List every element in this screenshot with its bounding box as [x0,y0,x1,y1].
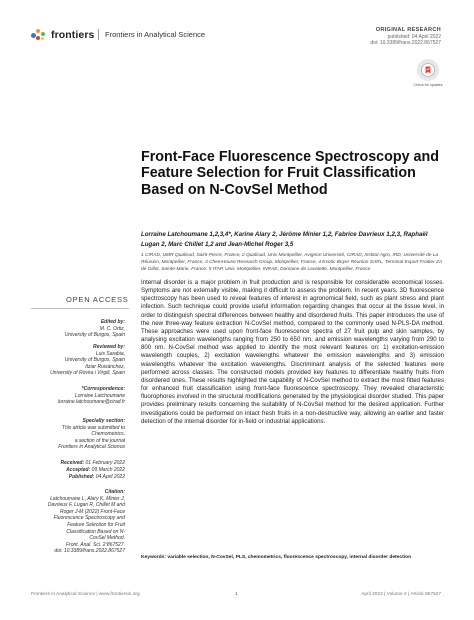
article-type: ORIGINAL RESEARCH [375,27,441,33]
reviewer-line: Itziar Ruisánchez, [85,363,125,370]
citation-line: Front. Anal. Sci. 2:867527. [65,541,125,548]
specialty-line: Frontiers in Analytical Science [58,444,125,451]
bookmark-check-icon [421,63,435,77]
correspondence-block [58,386,125,406]
footer-journal-link[interactable]: Frontiers in Analytical Science | www.frontiersin.org [31,592,140,597]
journal-name[interactable]: Frontiers in Analytical Science [105,30,206,39]
open-access-label: OPEN ACCESS [66,295,129,304]
reviewer-line: University of Rovira i Virgili, Spain [50,370,125,377]
sidebar-divider [31,308,129,309]
header-divider [98,29,99,40]
published-date: published: 04 April 2022 [387,33,441,40]
abstract-text: Internal disorder is a major problem in fruit production and is responsible for considerable economical losses. Symptoms are not externally visible, making it difficult to assess the problem. In recent years, 3D fluorescence spectroscopy has been used to reveal features of interest in agronomical field, such as plant stress and plant infection. Such technique could provide useful information regarding changes that occur at the tissue level, in order to distinguish spectral differences between healthy and disordered fruits. This paper introduces the use of the new three-way feature extraction N-CovSel method, compared to the commonly used N-PLS-DA method. These approaches were used upon front-face fluorescence spectra of 27 fruit pulp and skin samples, by analysing excitation wavelengths ranging from 250 to 650 nm, and emission wavelengths varying from 290 to 800 nm. N-CovSel method was applied to identify the most relevant features on: 1) excitation-emission wavelength couples, 2) excitation wavelengths whatever the emission wavelengths and 3) emission wavelengths whatever the excitation wavelengths. Discriminant analysis of the selected features were performed across classes. The constructed models provided key features to differentiate healthy fruits from disordered ones. These results highlighted the capability of N-CovSel method to extract the most fitted features for enhanced fruit classification using front-face fluorescence spectroscopy. They revealed characteristic fluorophores involved in the structural modifications generated by the physiological disorder studied. This paper provides preliminary results concerning the suitability of N-CovSel method for the desired application. Further investigations could be performed on intact fresh fruits in a non-destructive way, allowing an earlier and faster detection of the internal disorder for in-field or industrial applications. [141,279,444,425]
specialty-block [58,418,125,451]
article-title: Front-Face Fluorescence Spectroscopy and Feature Selection for Fruit Classification Based on N-CovSel Method [141,149,439,198]
specialty-line: This article was submitted to [61,424,125,431]
specialty-line: a section of the journal [74,437,125,444]
doi-link[interactable]: doi: 10.3389/frans.2022.867527 [370,40,441,47]
reviewed-by-block [50,344,125,377]
received-label: Received: [60,460,85,466]
article-meta [370,27,441,47]
check-updates-label: Check for updates [413,83,443,87]
affiliations: 1 CIRAD, UMR Qualisud, Saint-Pierre, France, 2 Qualisud, Univ Montpellier, Avignon Université, CIRAD, Institut Agro, IRD, Université de La Réunion, Montpellier, France, 3 ChemHouse Research Group, Montpellier, France, 4 Exotic Boyer Réunion SARL, Terminal Export Fruitier ZA de Gillot, Sainte-Marie, France, 5 ITAP, Univ. Montpellier, INRAE, Domaine de Lavalette, Montpellier, France [141,253,442,272]
citation-line: Classification Based on N- [66,528,125,535]
correspondence-email[interactable]: lorraine.latchoumane@cirad.fr [57,399,125,406]
reviewed-by-label: Reviewed by: [93,344,125,350]
frontiers-logo[interactable] [31,28,95,42]
received-date: 01 February 2022 [85,460,125,466]
edited-line: M. C. Ortiz, [99,325,125,332]
correspondence-label: *Correspondence: [81,386,125,392]
footer-issue-info: April 2022 | Volume 2 | Article 867527 [361,592,441,597]
citation-line: CovSel Method. [89,535,125,542]
author-list: Lorraine Latchoumane 1,2,3,4*, Karine Alary 2, Jérôme Minier 1,2, Fabrice Davrieux 1,2,3, Raphaël Lugan 2, Marc Chillet 1,2 and Jean-Michel Roger 3,5 [141,231,428,248]
accepted-date: 09 March 2022 [91,467,125,473]
citation-doi[interactable]: doi: 10.3389/frans.2022.867527 [54,548,125,555]
edited-by-label: Edited by: [100,319,125,325]
citation-line: Roger J-M (2022) Front-Face [59,508,125,515]
citation-line: Feature Selection for Fruit [67,521,125,528]
specialty-line: Chemometrics, [91,431,125,438]
citation-block [48,489,125,555]
specialty-label: Specialty section: [82,418,125,424]
edited-by-block [65,319,125,339]
citation-label: Citation: [104,489,125,495]
reviewer-line: University of Burgos, Spain [64,357,125,364]
brand-name: frontiers [51,29,95,41]
frontiers-logo-icon [31,28,47,42]
correspondence-name: Lorraine Latchoumane [74,392,125,399]
keywords: Keywords: variable selection, N-CovSel, PLS, chemometrics, fluorescence spectroscopy, internal disorder detection [141,555,412,560]
citation-line: Latchoumane L, Alary K, Minier J, [50,495,125,502]
citation-line: Davrieux F, Lugan R, Chillet M and [47,502,125,509]
check-updates-button[interactable] [417,59,439,81]
citation-line: Fluorescence Spectroscopy and [53,515,125,522]
edited-line: University of Burgos, Spain [64,332,125,339]
dates-block [61,460,126,481]
reviewer-line: Luis Sarabia, [95,350,125,357]
published-label: Published: [68,474,95,480]
page-number: 1 [235,592,238,597]
accepted-label: Accepted: [66,467,91,473]
published-date-side: 04 April 2022 [95,474,125,480]
